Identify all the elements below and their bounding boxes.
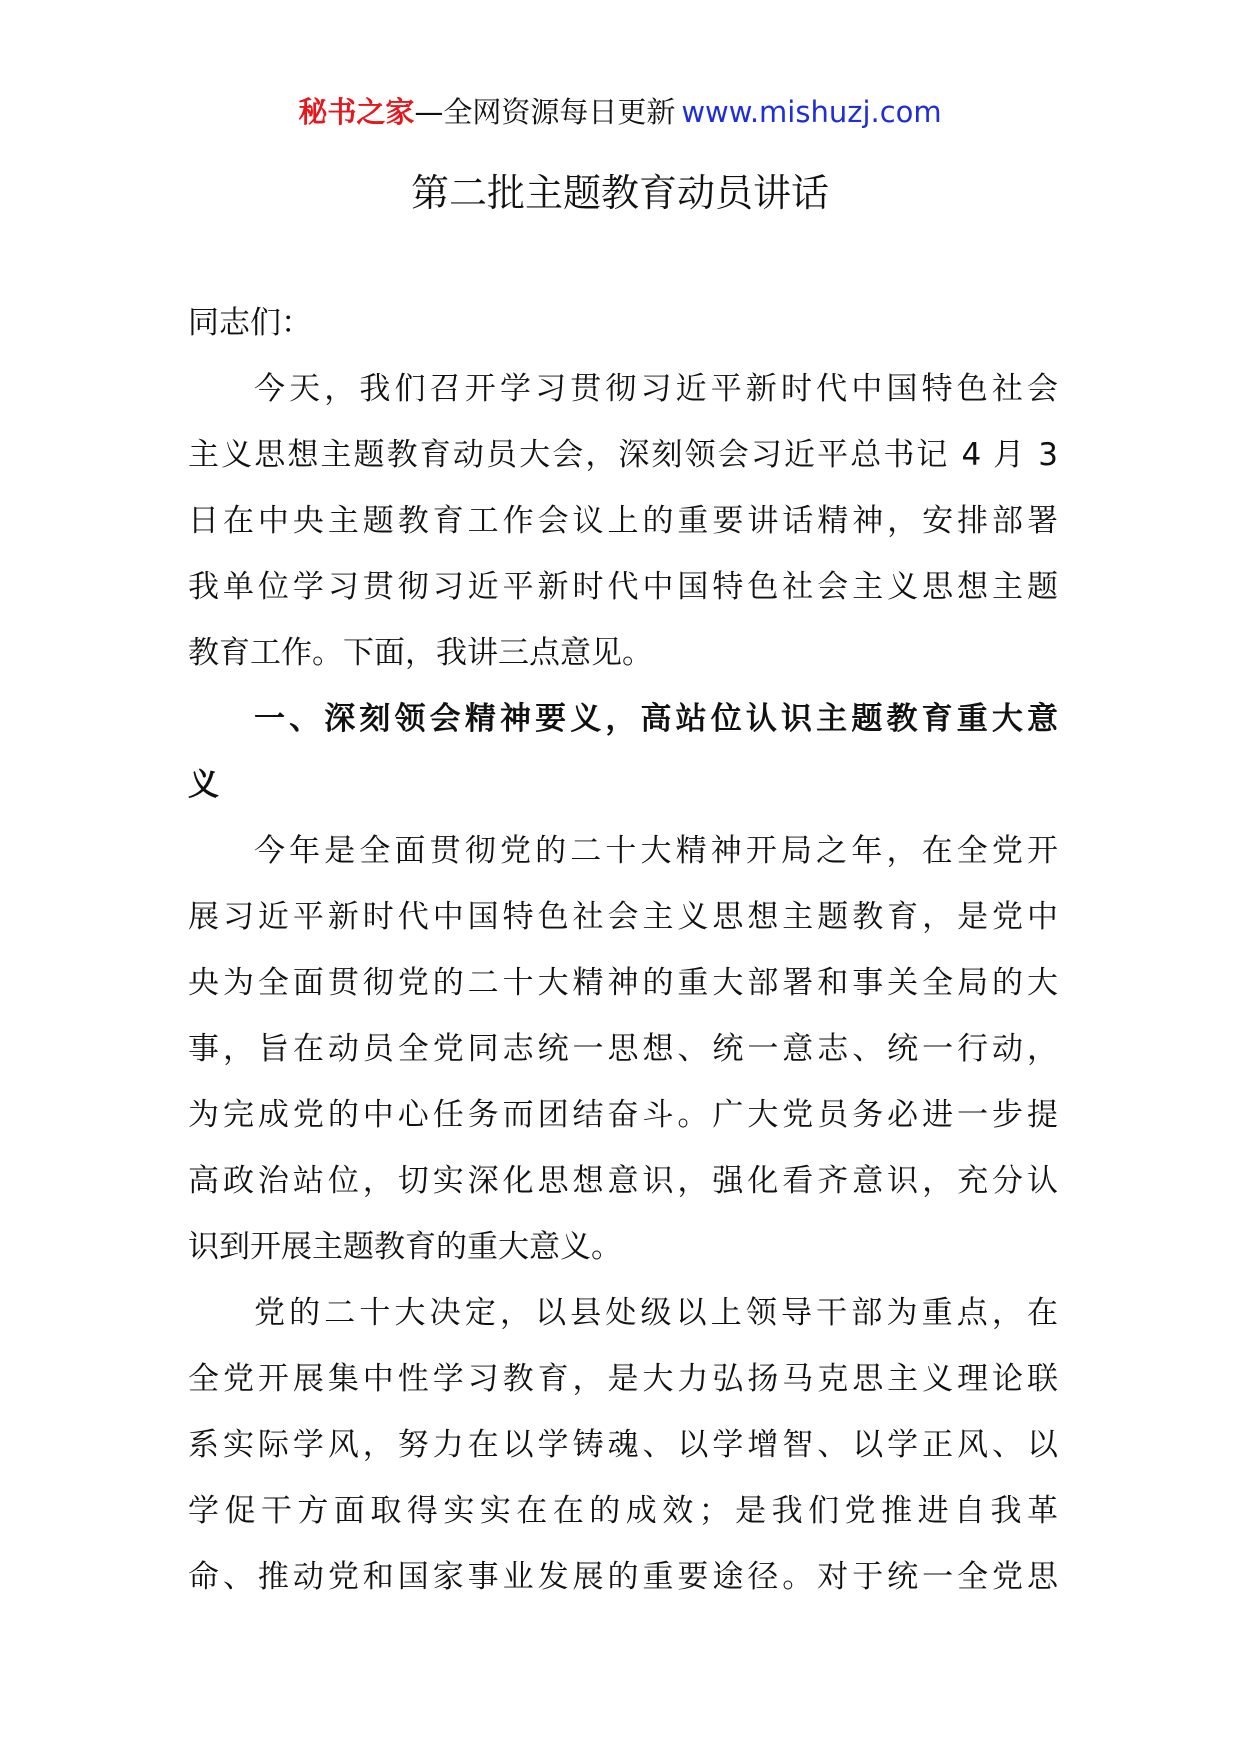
text-line: 今年是全面贯彻党的二十大精神开局之年，在全党开 xyxy=(254,833,1058,869)
document-title: 第二批主题教育动员讲话 xyxy=(410,171,829,215)
brand-name: 秘书之家 xyxy=(298,95,415,129)
header-tagline: —全网资源每日更新 xyxy=(414,95,676,129)
document-body xyxy=(188,290,1058,1610)
text-line: 党的二十大决定，以县处级以上领导干部为重点，在 xyxy=(254,1295,1058,1331)
text-line: 命、推动党和国家事业发展的重要途径。对于统一全党思 xyxy=(188,1559,1058,1595)
text-line: 学促干方面取得实实在在的成效；是我们党推进自我革 xyxy=(188,1493,1058,1529)
text-line: 事，旨在动员全党同志统一思想、统一意志、统一行动， xyxy=(188,1031,1058,1067)
text-line: 主义思想主题教育动员大会，深刻领会习近平总书记 4 月 3 xyxy=(188,437,1058,473)
text-line: 为完成党的中心任务而团结奋斗。广大党员务必进一步提 xyxy=(188,1097,1058,1133)
text-line: 日在中央主题教育工作会议上的重要讲话精神，安排部署 xyxy=(188,503,1058,539)
salutation-line: 同志们： xyxy=(188,305,312,341)
site-header xyxy=(0,92,1240,132)
text-line: 教育工作。下面，我讲三点意见。 xyxy=(188,635,653,671)
text-line: 我单位学习贯彻习近平新时代中国特色社会主义思想主题 xyxy=(188,569,1058,605)
text-line: 今天，我们召开学习贯彻习近平新时代中国特色社会 xyxy=(254,371,1058,407)
text-line: 展习近平新时代中国特色社会主义思想主题教育，是党中 xyxy=(188,899,1058,935)
text-line: 全党开展集中性学习教育，是大力弘扬马克思主义理论联 xyxy=(188,1361,1058,1397)
site-url-link[interactable]: www.mishuzj.com xyxy=(681,95,942,129)
text-line: 央为全面贯彻党的二十大精神的重大部署和事关全局的大 xyxy=(188,965,1058,1001)
text-line: 识到开展主题教育的重大意义。 xyxy=(188,1229,622,1265)
section-heading-line: 义 xyxy=(188,767,219,803)
text-line: 高政治站位，切实深化思想意识，强化看齐意识，充分认 xyxy=(188,1163,1058,1199)
text-line: 系实际学风，努力在以学铸魂、以学增智、以学正风、以 xyxy=(188,1427,1058,1463)
section-heading-line: 一、深刻领会精神要义，高站位认识主题教育重大意 xyxy=(254,701,1058,737)
